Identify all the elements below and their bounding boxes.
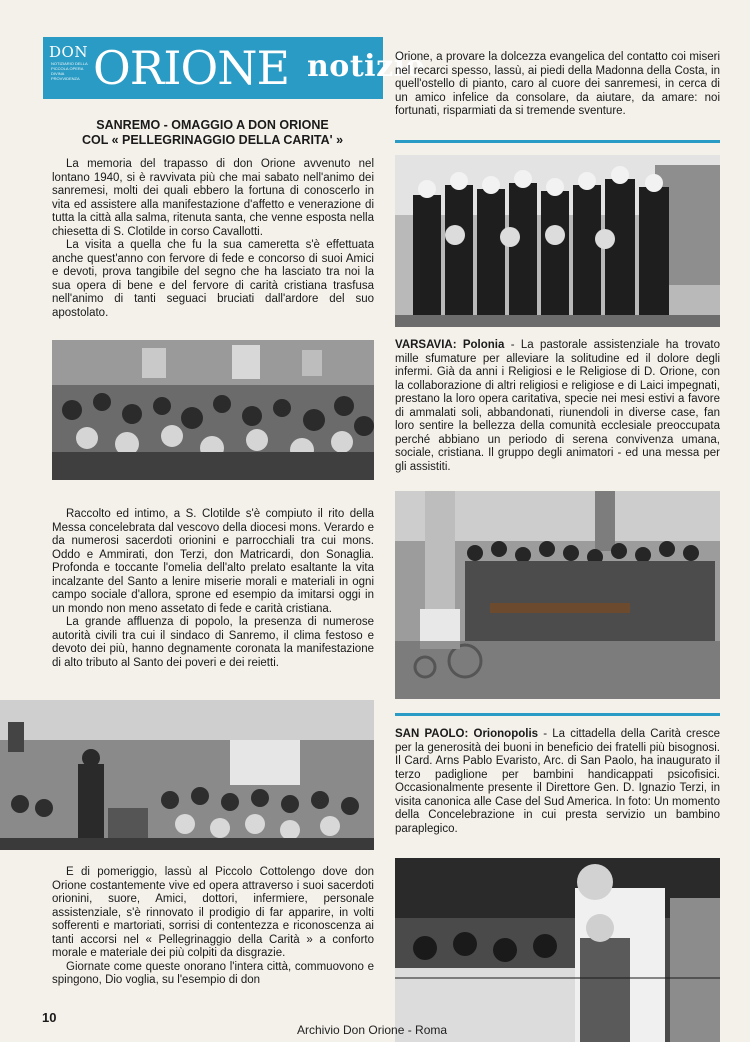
photo-church-audience	[52, 340, 374, 480]
right-paragraph-1: Orione, a provare la dolcezza evangelica del contatto coi miseri nel recarci spesso, lassù, ai piedi della Madonna della Costa, in quell'ostello di pianto, caro al cuore dei sanremesi, in cerca di un amico infelice da consolare, da aiutare, da amare: noi fortunati, risparmiati da si tremende sventure.	[395, 51, 720, 117]
photo-concelebration-child	[395, 858, 720, 1042]
page-number: 10	[42, 1010, 57, 1025]
left-text-block-1	[52, 158, 374, 320]
left-text-block-3	[52, 866, 374, 988]
left-paragraph-1: La memoria del trapasso di don Orione avvenuto nel lontano 1940, si è ravvivata più che mai sabato nell'animo dei sanremesi, molti dei quali ebbero la fortuna di conoscerlo in vita ed assistere alla manifestazione d'affetto e venerazione di tutta la città alla salma, ritenuta santa, che venne esposta nella chiesetta di S. Clotilde in corso Cavallotti.	[52, 158, 374, 238]
varsavia-body: - La pastorale assistenziale ha trovato mille sfumature per alleviare la solitudine ed il dolore degli infermi. Già da anni i Religiosi e le Religiose di D. Orione, con la collaborazione di altri religiosi e religiose e di Laici impegnati, prestano la loro opera caritativa, specie nei mesi estivi a favore di ammalati soli, abbandonati, riunendoli in diverse case, fan loro sentire la bellezza della comunità ecclesiale preoccupata perché abbiano un periodo di serena convivenza umana, sociale, cristiana. Il gruppo degli animatori - ed una messa per gli assistiti.	[395, 339, 721, 473]
right-text-varsavia	[395, 339, 720, 474]
right-text-block-1	[395, 51, 720, 119]
left-paragraph-5: E di pomeriggio, lassù al Piccolo Cottolengo dove don Orione costantemente vive ed opera attraverso i suoi sacerdoti orionini, suore, Amici, dottori, infermiere, personale assistenziale, s'è rinnovato il prodigio di far apparire, in volti sofferenti e martoriati, sorrisi di contentezza e riconoscenza ai tanti accorsi nel « Pellegrinaggio della Carità » a conforto morale e materiale dei più colpiti da disgrazie.	[52, 866, 374, 959]
masthead-orione: ORIONE	[93, 41, 290, 95]
photo-mass-assisted	[395, 491, 720, 699]
saopaolo-lead: SAN PAOLO: Orionopolis	[395, 728, 539, 740]
headline-line-2: COL « PELLEGRINAGGIO DELLA CARITA' »	[81, 133, 344, 147]
masthead-don: DON	[49, 43, 88, 61]
headline-line-1: SANREMO - OMAGGIO A DON ORIONE	[96, 118, 329, 132]
left-text-block-2	[52, 508, 374, 670]
right-text-saopaolo	[395, 728, 720, 836]
photo-group-religious	[395, 155, 720, 327]
archive-caption: Archivio Don Orione - Roma	[297, 1023, 448, 1037]
photo-hall-speaker	[0, 700, 374, 850]
article-headline	[55, 118, 370, 148]
saopaolo-body: - La cittadella della Carità cresce per la generosità dei buoni in beneficio dei fratelli più bisognosi. Il Card. Arns Pablo Evaristo, Arc. di San Paolo, ha inaugurato il terzo padiglione per bambini handicappati psicofisici. Occasionalmente presente il Direttore Gen. D. Ignazio Terzi, in visita canonica alle Case del Sud America. In foto: Un momento della Concelebrazione in cui presta servizio un bambino paraplegico.	[395, 728, 721, 835]
masthead-subtitle: NOTIZIARIO DELLA PICCOLA OPERA DIVINA PROVVIDENZA	[51, 61, 88, 81]
left-paragraph-2: La visita a quella che fu la sua cameretta s'è effettuata anche quest'anno con fervore di fede e concorso di suoi Amici e devoti, prova tangibile del segno che ha lasciato tra noi la sua opera di bene e del fervore di carità cristiana trasfusa nell'animo di tanti seguaci bruciati dall'ardore del suo apostolato.	[52, 239, 374, 319]
varsavia-lead: VARSAVIA: Polonia	[395, 339, 505, 351]
left-paragraph-3: Raccolto ed intimo, a S. Clotilde s'è compiuto il rito della Messa concelebrata dal vescovo della diocesi mons. Verardo e da numerosi sacerdoti orionini e parrocchiali tra cui mons. Oddo e Ammirati, don Terzi, don Matricardi, don Sonaglia. Profonda e toccante l'omelia dell'alto prelato esaltante la vita incalzante del Santo a lenire miserie morali e materiali in ogni campo sociale d'allora, sprone ed esempio da imitarsi oggi in un mondo non meno assetato di fede e carità cristiana.	[52, 508, 374, 615]
masthead-notizie: notizie	[307, 49, 426, 84]
masthead-logo	[43, 37, 426, 99]
left-paragraph-4: La grande affluenza di popolo, la presenza di numerose autorità civili tra cui il sindaco di Sanremo, il clima festoso e devoto dei più, hanno degnamente coronata la manifestazione di alto tributo al Santo dei poveri e dei reietti.	[52, 616, 374, 669]
left-paragraph-6: Giornate come queste onorano l'intera città, commuovono e spingono, Dio voglia, su l'esempio di don	[52, 960, 374, 986]
divider-2	[395, 713, 720, 716]
divider-1	[395, 140, 720, 143]
